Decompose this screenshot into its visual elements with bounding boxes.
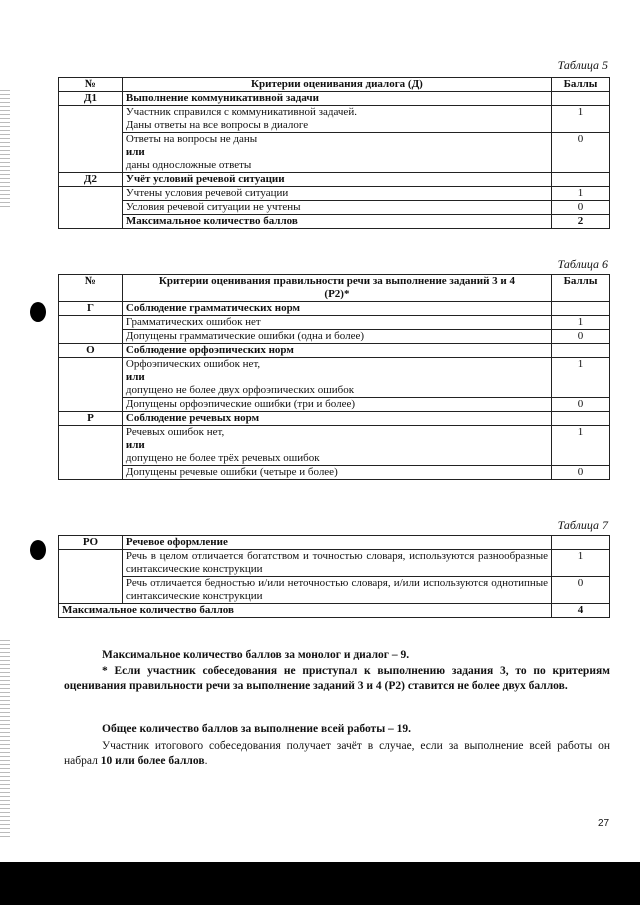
table5-caption: Таблица 5 [557,58,608,72]
score-value: 1 [552,187,610,201]
table-row [59,173,610,187]
criterion-text: Допущены орфоэпические ошибки (три и более) [122,398,551,412]
score-value: 0 [552,330,610,344]
or-label: или [125,439,145,451]
table-row [59,302,610,316]
page-number: 27 [598,818,610,829]
col-criteria-header: Критерии оценивания диалога (Д) [122,78,551,92]
criterion-text: Речь в целом отличается богатством и точностью словаря, используются разнообразные синтаксические конструкции [122,550,551,577]
score-value: 0 [552,201,610,215]
col-number-header: № [59,78,123,92]
pass-condition-note [64,739,610,769]
score-value: 1 [552,316,610,330]
criterion-code: Д1 [59,92,123,106]
table-row [59,604,610,618]
scan-noise [0,90,10,210]
table-row [59,92,610,106]
table-row [59,106,610,133]
criterion-text: допущено не более трёх речевых ошибок [125,452,320,464]
total-score-note: Общее количество баллов за выполнение всей работы – 19. [102,723,412,735]
max-score-label: Максимальное количество баллов [122,215,551,229]
table-header-row [59,78,610,92]
score-value: 0 [552,133,610,173]
table-row [59,330,610,344]
score-value: 1 [552,106,610,133]
table-row [59,577,610,604]
criterion-code: О [59,344,123,358]
table-row [59,187,610,201]
table-row [59,344,610,358]
criterion-text: Ответы на вопросы не даны [125,133,258,145]
criterion-text: Речь отличается бедностью и/или неточностью словаря, и/или используются однотипные синтаксические конструкции [122,577,551,604]
table-row [59,398,610,412]
criterion-title: Соблюдение грамматических норм [122,302,551,316]
col-score-header: Баллы [552,275,610,302]
table-row [59,426,610,466]
criterion-code: РО [59,536,123,550]
table7-caption: Таблица 7 [557,518,608,532]
col-score-header: Баллы [552,78,610,92]
criterion-title: Соблюдение орфоэпических норм [122,344,551,358]
table-row [59,215,610,229]
criterion-title: Речевое оформление [122,536,551,550]
criterion-text: Допущены грамматические ошибки (одна и более) [122,330,551,344]
criterion-text: Допущены речевые ошибки (четыре и более) [122,466,551,480]
score-value: 0 [552,398,610,412]
col-criteria-header: Критерии оценивания правильности речи за выполнение заданий 3 и 4 (Р2)* [122,275,551,302]
criterion-text: даны односложные ответы [125,159,252,171]
criterion-title: Выполнение коммуникативной задачи [122,92,551,106]
hole-punch-mark [30,540,46,560]
pass-condition-text: Участник итогового собеседования получает зачёт в случае, если за выполнение всей работы он набрал [64,740,610,767]
scan-noise [0,640,10,840]
hole-punch-mark [30,302,46,322]
table6-caption: Таблица 6 [557,257,608,271]
criterion-code: Р [59,412,123,426]
table7 [58,535,610,618]
criterion-title: Соблюдение речевых норм [122,412,551,426]
scan-border [0,862,640,905]
pass-condition-end: . [204,755,208,767]
max-score-value: 2 [552,215,610,229]
max-score-label: Максимальное количество баллов [59,604,552,618]
col-number-header: № [59,275,123,302]
criterion-text: Учтены условия речевой ситуации [122,187,551,201]
score-value: 0 [552,466,610,480]
max-score-value: 4 [552,604,610,618]
table6 [58,274,610,480]
criterion-text: допущено не более двух орфоэпических ошибок [125,384,355,396]
table-row [59,201,610,215]
or-label: или [125,146,145,158]
criterion-text: Даны ответы на все вопросы в диалоге [125,119,309,131]
criterion-text: Орфоэпических ошибок нет, [125,358,261,370]
score-value: 0 [552,577,610,604]
score-value: 1 [552,550,610,577]
score-value: 1 [552,358,610,398]
table-row [59,536,610,550]
criterion-title: Учёт условий речевой ситуации [122,173,551,187]
table-row [59,466,610,480]
table-row [59,358,610,398]
criterion-code: Д2 [59,173,123,187]
criterion-text: Речевых ошибок нет, [125,426,225,438]
footnote: * Если участник собеседования не приступал к выполнению задания 3, то по критериям оценивания правильности речи за выполнение заданий 3 и 4 (Р2) ставится не более двух баллов. [64,665,610,692]
table-row [59,550,610,577]
or-label: или [125,371,145,383]
table-row [59,133,610,173]
table5 [58,77,610,229]
table-header-row [59,275,610,302]
criterion-text: Участник справился с коммуникативной задачей. [125,106,357,118]
score-value: 1 [552,426,610,466]
table-row [59,316,610,330]
monolog-dialog-note: Максимальное количество баллов за монолог и диалог – 9. [102,649,410,661]
pass-threshold: 10 или более баллов [100,755,205,767]
criterion-text: Условия речевой ситуации не учтены [122,201,551,215]
table-row [59,412,610,426]
criterion-text: Грамматических ошибок нет [122,316,551,330]
criterion-code: Г [59,302,123,316]
